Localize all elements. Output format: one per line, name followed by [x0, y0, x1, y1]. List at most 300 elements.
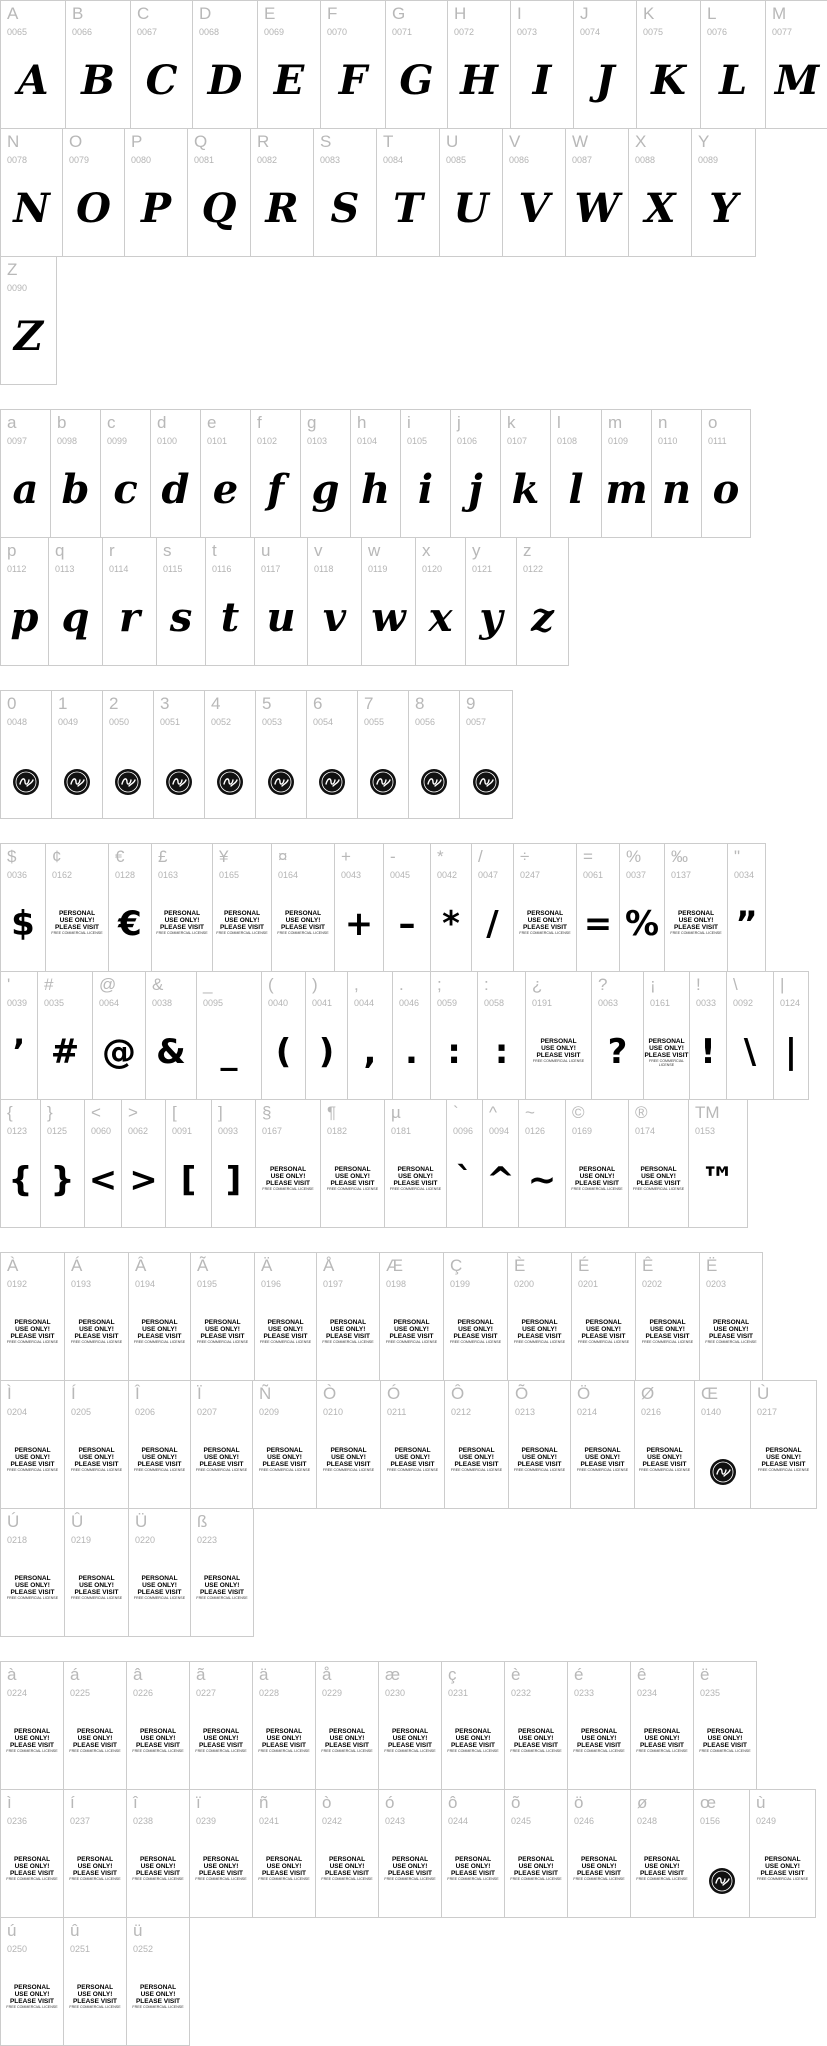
notice-line: FREE COMMERCIAL LICENSE: [389, 1187, 442, 1191]
character-label: æ: [385, 1665, 401, 1684]
glyph-cell-0081: [187, 128, 251, 257]
personal-use-notice: [253, 1856, 315, 1881]
character-label: (: [268, 975, 274, 994]
character-code: 0118: [314, 564, 334, 574]
notice-line: FREE COMMERCIAL LICENSE: [649, 1059, 684, 1068]
glyph-preview: G: [399, 57, 434, 104]
logo-badge-icon: [319, 769, 345, 795]
character-label: k: [507, 413, 516, 432]
character-code: 0234: [637, 1688, 658, 1698]
personal-use-notice: [508, 1319, 571, 1344]
notice-line: USE ONLY!: [140, 1991, 176, 1998]
notice-line: PLEASE VISIT: [580, 1461, 625, 1468]
character-label: S: [320, 132, 332, 151]
notice-line: PERSONAL: [391, 1856, 429, 1863]
notice-line: PLEASE VISIT: [72, 1998, 118, 2005]
glyph-cell-0219: [64, 1508, 129, 1637]
character-label: i: [407, 413, 411, 432]
notice-line: PLEASE VISIT: [325, 1333, 371, 1340]
glyph-cell-0098: [50, 409, 101, 538]
character-label: f: [257, 413, 262, 432]
personal-use-notice: [64, 1856, 126, 1881]
notice-line: PERSONAL: [223, 910, 261, 917]
notice-line: PERSONAL: [13, 1728, 51, 1735]
character-label: F: [327, 4, 338, 23]
personal-use-notice: [1, 1856, 63, 1881]
notice-line: PLEASE VISIT: [137, 1333, 182, 1340]
character-label: ô: [448, 1793, 458, 1812]
notice-line: PERSONAL: [578, 1166, 616, 1173]
notice-line: USE ONLY!: [15, 1454, 50, 1461]
character-label: `: [453, 1103, 459, 1122]
character-label: 2: [109, 694, 119, 713]
notice-line: FREE COMMERCIAL LICENSE: [321, 1877, 373, 1881]
glyph-preview: ~: [527, 1160, 557, 1200]
character-code: 0046: [399, 998, 420, 1008]
character-code: 0113: [55, 564, 75, 574]
character-code: 0245: [511, 1816, 532, 1826]
notice-line: PLEASE VISIT: [135, 1742, 181, 1749]
glyph-cell-0054: [306, 690, 358, 819]
character-label: ù: [756, 1793, 766, 1812]
notice-line: FREE COMMERCIAL LICENSE: [641, 1340, 694, 1344]
character-label: ñ: [259, 1793, 269, 1812]
notice-line: FREE COMMERCIAL LICENSE: [573, 1877, 625, 1881]
character-label: È: [514, 1256, 526, 1275]
personal-use-notice: [631, 1728, 693, 1753]
notice-line: FREE COMMERCIAL LICENSE: [195, 1877, 247, 1881]
logo-badge-icon: [268, 769, 294, 795]
notice-line: USE ONLY!: [649, 1045, 684, 1052]
character-code: 0225: [70, 1688, 91, 1698]
logo-badge-mark: [217, 769, 243, 795]
notice-line: PLEASE VISIT: [198, 1742, 244, 1749]
glyph-preview: J: [595, 57, 615, 104]
character-label: +: [341, 847, 351, 866]
notice-line: FREE COMMERCIAL LICENSE: [6, 1877, 58, 1881]
notice-line: PLEASE VISIT: [219, 924, 265, 931]
character-code: 0035: [44, 998, 65, 1008]
character-code: 0206: [135, 1407, 156, 1417]
glyph-cell-0247: [513, 843, 577, 972]
personal-use-notice: [253, 1447, 316, 1472]
notice-line: USE ONLY!: [522, 1454, 557, 1461]
notice-line: PLEASE VISIT: [326, 1461, 371, 1468]
character-code: 0231: [448, 1688, 469, 1698]
character-code: 0204: [7, 1407, 28, 1417]
glyph-cell-0123: [0, 1099, 41, 1228]
glyph-preview: f: [266, 466, 285, 513]
character-label: Ü: [135, 1512, 148, 1531]
character-code: 0089: [698, 155, 719, 165]
notice-line: PERSONAL: [521, 1319, 558, 1326]
glyph-cell-0226: [126, 1661, 190, 1790]
character-code: 0126: [525, 1126, 546, 1136]
notice-line: PLEASE VISIT: [517, 1333, 562, 1340]
notice-line: USE ONLY!: [707, 1735, 743, 1742]
character-code: 0066: [72, 27, 93, 37]
character-label: Z: [7, 260, 18, 279]
notice-line: FREE COMMERCIAL LICENSE: [326, 1187, 379, 1191]
notice-line: PERSONAL: [393, 1319, 430, 1326]
character-label: r: [109, 541, 115, 560]
character-code: 0039: [7, 998, 28, 1008]
glyph-preview: X: [644, 185, 676, 232]
notice-line: FREE COMMERCIAL LICENSE: [384, 1749, 436, 1753]
character-label: í: [70, 1793, 75, 1812]
notice-line: PERSONAL: [14, 1319, 51, 1326]
character-code: 0102: [257, 436, 278, 446]
notice-line: USE ONLY!: [579, 1173, 615, 1180]
character-label: <: [91, 1103, 101, 1122]
glyph-cell-0231: [441, 1661, 505, 1790]
glyph-cell-0090: [0, 256, 57, 385]
character-code: 0078: [7, 155, 28, 165]
character-label: Ç: [450, 1256, 463, 1275]
character-code: 0069: [264, 27, 285, 37]
character-label: Í: [71, 1384, 76, 1403]
glyph-cell-0204: [0, 1380, 65, 1509]
notice-line: PLEASE VISIT: [536, 1052, 581, 1059]
notice-line: PERSONAL: [517, 1856, 555, 1863]
character-code: 0242: [322, 1816, 343, 1826]
glyph-preview: e: [212, 466, 239, 513]
notice-line: FREE COMMERCIAL LICENSE: [705, 1340, 757, 1344]
character-code: 0201: [578, 1279, 599, 1289]
notice-line: PLEASE VISIT: [324, 1742, 370, 1749]
notice-line: USE ONLY!: [586, 1326, 621, 1333]
character-code: 0101: [207, 436, 228, 446]
notice-line: FREE COMMERCIAL LICENSE: [6, 1468, 59, 1472]
personal-use-notice: [571, 1447, 634, 1472]
notice-line: PLEASE VISIT: [761, 1461, 806, 1468]
notice-line: PLEASE VISIT: [261, 1742, 307, 1749]
glyph-preview: v: [322, 594, 347, 641]
notice-line: FREE COMMERCIAL LICENSE: [132, 2005, 184, 2009]
badge-script-stroke: [275, 779, 288, 786]
glyph-preview: R: [265, 185, 299, 232]
character-code: 0236: [7, 1816, 28, 1826]
character-code: 0194: [135, 1279, 156, 1289]
glyph-cell-0225: [63, 1661, 127, 1790]
glyph-cell-0097: [0, 409, 51, 538]
glyph-preview: _: [220, 1032, 238, 1072]
glyph-preview: ’: [12, 1032, 26, 1072]
notice-line: FREE COMMERCIAL LICENSE: [132, 1749, 184, 1753]
glyph-preview: b: [61, 466, 90, 513]
notice-line: FREE COMMERCIAL LICENSE: [636, 1877, 688, 1881]
personal-use-notice: [631, 1856, 693, 1881]
notice-line: PERSONAL: [284, 910, 322, 917]
notice-line: FREE COMMERCIAL LICENSE: [258, 1877, 310, 1881]
notice-line: PERSONAL: [646, 1447, 683, 1454]
character-code: 0165: [219, 870, 240, 880]
notice-line: FREE COMMERCIAL LICENSE: [322, 1468, 375, 1472]
character-label: L: [707, 4, 717, 23]
badge-ring: [271, 772, 291, 792]
notice-line: PLEASE VISIT: [9, 1870, 55, 1877]
glyph-cell-0050: [102, 690, 154, 819]
logo-badge-icon: [709, 1868, 735, 1894]
glyph-cell-0213: [508, 1380, 571, 1509]
glyph-cell-0202: [635, 1252, 700, 1381]
character-label: K: [643, 4, 655, 23]
character-code: 0099: [107, 436, 128, 446]
glyph-cell-0117: [254, 537, 308, 666]
glyph-preview: B: [81, 57, 115, 104]
notice-line: PERSONAL: [204, 1319, 241, 1326]
notice-line: USE ONLY!: [331, 1454, 366, 1461]
character-code: 0088: [635, 155, 656, 165]
notice-line: FREE COMMERCIAL LICENSE: [6, 1340, 59, 1344]
notice-line: FREE COMMERCIAL LICENSE: [6, 1596, 59, 1600]
glyph-cell-0102: [250, 409, 301, 538]
notice-line: FREE COMMERCIAL LICENSE: [519, 931, 571, 935]
notice-line: PLEASE VISIT: [389, 1333, 434, 1340]
character-label: N: [7, 132, 20, 151]
character-code: 0106: [457, 436, 478, 446]
notice-line: PERSONAL: [269, 1166, 307, 1173]
glyph-preview: /: [486, 904, 499, 944]
character-label: $: [7, 847, 17, 866]
character-label: ë: [700, 1665, 710, 1684]
glyph-cell-0210: [316, 1380, 381, 1509]
notice-line: PERSONAL: [454, 1728, 492, 1735]
character-code: 0070: [327, 27, 348, 37]
character-label: a: [7, 413, 17, 432]
personal-use-notice: [64, 1984, 126, 2009]
glyph-preview: (: [275, 1032, 292, 1072]
character-code: 0247: [520, 870, 541, 880]
notice-line: PLEASE VISIT: [387, 1742, 433, 1749]
character-label: A: [7, 4, 19, 23]
glyph-preview: `: [456, 1160, 473, 1200]
glyph-cell-0248: [630, 1789, 694, 1918]
character-label: d: [157, 413, 167, 432]
glyph-cell-0218: [0, 1508, 65, 1637]
notice-line: FREE COMMERCIAL LICENSE: [577, 1340, 630, 1344]
glyph-preview: ™: [701, 1160, 735, 1200]
glyph-cell-0216: [634, 1380, 695, 1509]
badge-ring: [373, 772, 393, 792]
glyph-cell-0227: [189, 1661, 253, 1790]
character-label: 0: [7, 694, 17, 713]
badge-script-stroke: [122, 779, 135, 786]
glyph-cell-0037: [619, 843, 665, 972]
personal-use-notice: [381, 1447, 444, 1472]
character-label: B: [72, 4, 84, 23]
character-code: 0100: [157, 436, 178, 446]
notice-line: FREE COMMERCIAL LICENSE: [70, 1340, 123, 1344]
glyph-cell-0241: [252, 1789, 316, 1918]
personal-use-notice: [444, 1319, 507, 1344]
glyph-cell-0164: [271, 843, 335, 972]
glyph-preview: N: [13, 185, 50, 232]
notice-line: PERSONAL: [640, 1166, 677, 1173]
notice-line: USE ONLY!: [14, 1863, 50, 1870]
glyph-cell-0073: [510, 0, 574, 129]
character-code: 0223: [197, 1535, 218, 1545]
glyph-preview: x: [428, 594, 453, 641]
glyph-cell-0042: [430, 843, 472, 972]
notice-line: USE ONLY!: [15, 1582, 50, 1589]
glyph-preview: k: [511, 466, 540, 513]
character-code: 0110: [658, 436, 678, 446]
glyph-cell-0232: [504, 1661, 568, 1790]
character-label: %: [626, 847, 642, 866]
personal-use-notice: [505, 1856, 567, 1881]
notice-line: FREE COMMERCIAL LICENSE: [513, 1468, 566, 1472]
notice-line: PLEASE VISIT: [265, 1180, 311, 1187]
character-label: 8: [415, 694, 425, 713]
character-label: x: [422, 541, 431, 560]
character-code: 0040: [268, 998, 289, 1008]
glyph-preview: =: [583, 904, 613, 944]
notice-line: USE ONLY!: [267, 1454, 302, 1461]
character-code: 0181: [391, 1126, 412, 1136]
personal-use-notice: [1, 1984, 63, 2009]
notice-line: USE ONLY!: [329, 1735, 365, 1742]
notice-line: PERSONAL: [397, 1166, 434, 1173]
notice-line: PERSONAL: [648, 1038, 685, 1045]
character-label: ä: [259, 1665, 269, 1684]
character-label: ¢: [52, 847, 62, 866]
personal-use-notice: [129, 1447, 190, 1472]
character-code: 0060: [91, 1126, 112, 1136]
glyph-preview: ”: [735, 904, 758, 944]
glyph-preview: #: [50, 1032, 80, 1072]
character-label: Ö: [577, 1384, 591, 1403]
character-code: 0228: [259, 1688, 280, 1698]
personal-use-notice: [636, 1319, 699, 1344]
glyph-preview: m: [605, 466, 648, 513]
character-code: 0074: [580, 27, 601, 37]
notice-line: USE ONLY!: [142, 1454, 177, 1461]
glyph-cell-0243: [378, 1789, 442, 1918]
personal-use-notice: [191, 1319, 254, 1344]
glyph-preview: ): [318, 1032, 335, 1072]
character-label: b: [57, 413, 67, 432]
personal-use-notice: [700, 1319, 762, 1344]
character-code: 0061: [583, 870, 604, 880]
notice-line: FREE COMMERCIAL LICENSE: [69, 1749, 121, 1753]
glyph-cell-0096: [446, 1099, 483, 1228]
character-label: ': [7, 975, 11, 994]
glyph-cell-0237: [63, 1789, 127, 1918]
badge-script-stroke: [717, 1469, 730, 1476]
personal-use-notice: [566, 1166, 628, 1191]
character-label: 7: [364, 694, 374, 713]
glyph-cell-0162: [45, 843, 109, 972]
character-code: 0085: [446, 155, 467, 165]
notice-line: PLEASE VISIT: [450, 1742, 496, 1749]
notice-line: USE ONLY!: [394, 1326, 429, 1333]
character-code: 0233: [574, 1688, 595, 1698]
notice-line: PERSONAL: [76, 1984, 114, 1991]
notice-line: FREE COMMERCIAL LICENSE: [51, 931, 103, 935]
character-code: 0202: [642, 1279, 663, 1289]
glyph-cell-0092: [726, 971, 774, 1100]
character-code: 0042: [437, 870, 458, 880]
glyph-cell-0070: [320, 0, 386, 129]
notice-line: PLEASE VISIT: [262, 1461, 307, 1468]
character-label: I: [517, 4, 522, 23]
notice-line: PLEASE VISIT: [10, 1333, 55, 1340]
badge-script-stroke: [716, 1878, 729, 1885]
glyph-cell-0085: [439, 128, 503, 257]
glyph-cell-0207: [190, 1380, 253, 1509]
notice-line: PERSONAL: [14, 1447, 51, 1454]
badge-ring: [67, 772, 87, 792]
character-label: M: [772, 4, 787, 23]
glyph-cell-0060: [84, 1099, 122, 1228]
badge-script-stroke: [480, 779, 493, 786]
personal-use-notice: [380, 1319, 443, 1344]
character-code: 0080: [131, 155, 152, 165]
glyph-cell-0047: [471, 843, 514, 972]
glyph-preview: |: [784, 1032, 798, 1072]
glyph-cell-0182: [320, 1099, 385, 1228]
glyph-preview: Y: [709, 185, 738, 232]
notice-line: USE ONLY!: [77, 1735, 113, 1742]
glyph-cell-0069: [257, 0, 321, 129]
notice-line: PERSONAL: [765, 1447, 802, 1454]
character-label: p: [7, 541, 17, 560]
notice-line: USE ONLY!: [644, 1735, 680, 1742]
character-code: 0207: [197, 1407, 218, 1417]
notice-line: USE ONLY!: [392, 1863, 428, 1870]
glyph-cell-0038: [145, 971, 197, 1100]
personal-use-notice: [442, 1856, 504, 1881]
notice-line: PERSONAL: [526, 910, 564, 917]
notice-line: PLEASE VISIT: [135, 1870, 181, 1877]
character-code: 0251: [70, 1944, 91, 1954]
notice-line: PLEASE VISIT: [137, 1589, 182, 1596]
notice-line: PERSONAL: [203, 1575, 241, 1582]
character-label: e: [207, 413, 217, 432]
glyph-cell-0043: [334, 843, 384, 972]
glyph-cell-0122: [516, 537, 569, 666]
character-label: Ó: [387, 1384, 401, 1403]
character-code: 0182: [327, 1126, 348, 1136]
badge-ring: [16, 772, 36, 792]
logo-badge-icon: [166, 769, 192, 795]
glyph-cell-0074: [573, 0, 637, 129]
character-code: 0045: [390, 870, 411, 880]
notice-line: PLEASE VISIT: [393, 1180, 438, 1187]
character-code: 0081: [194, 155, 215, 165]
notice-line: PERSONAL: [458, 1447, 495, 1454]
glyph-cell-0249: [749, 1789, 816, 1918]
character-code: 0043: [341, 870, 362, 880]
glyph-preview: u: [266, 594, 296, 641]
personal-use-notice: [1, 1319, 64, 1344]
notice-line: PERSONAL: [649, 1319, 686, 1326]
character-code: 0067: [137, 27, 158, 37]
personal-use-notice: [1, 1447, 64, 1472]
notice-line: FREE COMMERCIAL LICENSE: [258, 1468, 311, 1472]
character-code: 0044: [354, 998, 375, 1008]
character-code: 0117: [261, 564, 281, 574]
glyph-preview: O: [76, 185, 111, 232]
character-code: 0169: [572, 1126, 593, 1136]
character-code: 0052: [211, 717, 232, 727]
glyph-cell-0109: [601, 409, 652, 538]
glyph-cell-0153: [688, 1099, 748, 1228]
character-code: 0083: [320, 155, 341, 165]
personal-use-notice: [750, 1856, 815, 1881]
character-code: 0079: [69, 155, 90, 165]
